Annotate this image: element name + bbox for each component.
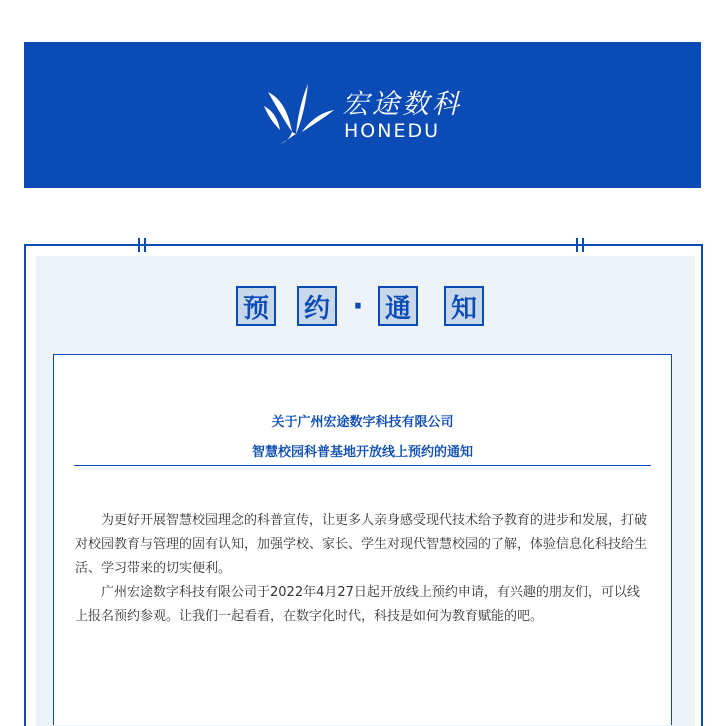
logo-chinese-text: 宏途数科 [342, 89, 462, 120]
notice-heading-line2: 智慧校园科普基地开放线上预约的通知 [251, 445, 473, 460]
notice-paragraph-2: 广州宏途数字科技有限公司于2022年4月27日起开放线上预约申请，有兴趣的朋友们，可以线上报名预约参观。让我们一起看看，在数字化时代，科技是如何为教育赋能的吧。 [75, 585, 640, 624]
honedu-logo-icon [262, 80, 336, 144]
heading-divider [74, 465, 651, 466]
title-char-2: 约 [297, 286, 337, 326]
title-char-3: 通 [378, 286, 418, 326]
title-char-4: 知 [444, 286, 484, 326]
logo-english-text: HONEDU [344, 120, 440, 142]
title-separator: · [352, 288, 364, 324]
notice-card [53, 354, 672, 725]
notice-heading-line1: 关于广州宏途数字科技有限公司 [271, 415, 454, 430]
frame-tick-right [574, 238, 586, 252]
notice-paragraph-1: 为更好开展智慧校园理念的科普宣传，让更多人亲身感受现代技术给予教育的进步和发展，打破对校园教育与管理的固有认知，加强学校、家长、学生对现代智慧校园的了解，体验信息化科技给生活、学习带来的切实便利。 [75, 513, 648, 576]
title-char-1: 预 [236, 286, 276, 326]
notice-body [75, 509, 651, 629]
honedu-logo [262, 78, 462, 148]
page-title [0, 286, 727, 326]
frame-tick-left [136, 238, 148, 252]
